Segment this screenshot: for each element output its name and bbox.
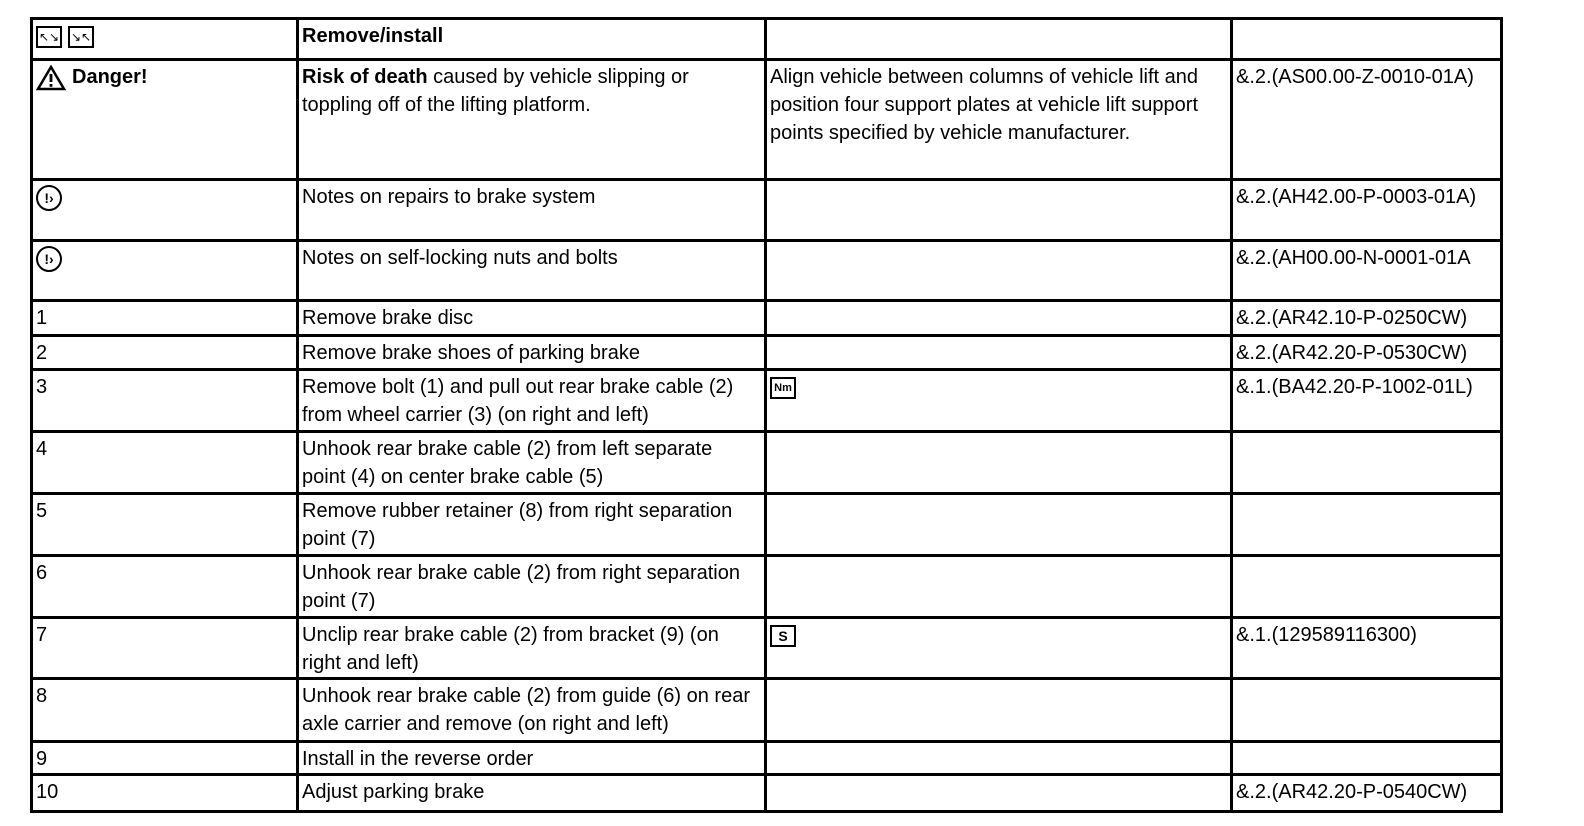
- step-number: 8: [32, 679, 298, 742]
- step-symbol-cell: [766, 336, 1232, 370]
- danger-ref-link[interactable]: &.2.(AS00.00-Z-0010-01A): [1232, 60, 1502, 180]
- step-symbol-cell: [766, 775, 1232, 812]
- header-row: [32, 19, 1502, 60]
- step-row: [32, 494, 1502, 556]
- step-text: Unhook rear brake cable (2) from guide (6) on rear axle carrier and remove (on right and left): [298, 679, 766, 742]
- collapse-arrows-icon[interactable]: ↘↖: [68, 26, 94, 48]
- step-row: [32, 432, 1502, 494]
- step-row: [32, 370, 1502, 432]
- step-row: [32, 618, 1502, 679]
- note-circle-icon: !›: [36, 185, 62, 211]
- step-ref: [1232, 432, 1502, 494]
- step-ref-link[interactable]: &.1.(BA42.20-P-1002-01L): [1232, 370, 1502, 432]
- note-col3: [766, 180, 1232, 241]
- step-row: [32, 301, 1502, 336]
- note-circle-icon: !›: [36, 246, 62, 272]
- step-ref: [1232, 494, 1502, 556]
- torque-nm-icon[interactable]: Nm: [770, 377, 796, 399]
- note-icon-cell: [32, 180, 298, 241]
- note-col3: [766, 241, 1232, 301]
- step-text: Unhook rear brake cable (2) from right separation point (7): [298, 556, 766, 618]
- step-symbol-cell: [766, 301, 1232, 336]
- step-ref: [1232, 679, 1502, 742]
- header-col4: [1232, 19, 1502, 60]
- step-text: Adjust parking brake: [298, 775, 766, 812]
- header-icons-cell: [32, 19, 298, 60]
- note-ref-link[interactable]: &.2.(AH00.00-N-0001-01A: [1232, 241, 1502, 301]
- step-text: Install in the reverse order: [298, 742, 766, 775]
- header-col3: [766, 19, 1232, 60]
- step-symbol-cell: [766, 370, 1232, 432]
- step-row: [32, 742, 1502, 775]
- step-symbol-cell: [766, 679, 1232, 742]
- danger-label: Danger!: [72, 66, 148, 88]
- step-text: Unclip rear brake cable (2) from bracket (9) (on right and left): [298, 618, 766, 679]
- step-text: Remove rubber retainer (8) from right separation point (7): [298, 494, 766, 556]
- step-row: [32, 336, 1502, 370]
- step-number: 3: [32, 370, 298, 432]
- risk-text: caused by vehicle slipping or toppling off of the lifting platform.: [302, 66, 689, 116]
- procedure-table: [30, 17, 1503, 813]
- risk-cell: [298, 60, 766, 180]
- note-icon-cell: [32, 241, 298, 301]
- step-ref-link[interactable]: &.1.(129589116300): [1232, 618, 1502, 679]
- note-text: Notes on self-locking nuts and bolts: [298, 241, 766, 301]
- step-symbol-cell: [766, 556, 1232, 618]
- step-number: 1: [32, 301, 298, 336]
- step-text: Remove brake shoes of parking brake: [298, 336, 766, 370]
- step-row: [32, 775, 1502, 812]
- step-symbol-cell: [766, 494, 1232, 556]
- step-number: 6: [32, 556, 298, 618]
- step-ref: [1232, 556, 1502, 618]
- note-row: [32, 180, 1502, 241]
- step-ref-link[interactable]: &.2.(AR42.10-P-0250CW): [1232, 301, 1502, 336]
- step-number: 10: [32, 775, 298, 812]
- special-tool-icon[interactable]: S: [770, 625, 796, 647]
- step-ref-link[interactable]: &.2.(AR42.20-P-0540CW): [1232, 775, 1502, 812]
- step-number: 7: [32, 618, 298, 679]
- step-number: 2: [32, 336, 298, 370]
- step-text: Remove bolt (1) and pull out rear brake cable (2) from wheel carrier (3) (on right and left): [298, 370, 766, 432]
- step-number: 9: [32, 742, 298, 775]
- step-number: 4: [32, 432, 298, 494]
- risk-bold-text: Risk of death: [302, 66, 428, 88]
- step-symbol-cell: [766, 432, 1232, 494]
- header-title: Remove/install: [298, 19, 766, 60]
- step-text: Unhook rear brake cable (2) from left separate point (4) on center brake cable (5): [298, 432, 766, 494]
- expand-arrows-icon[interactable]: ↖↘: [36, 26, 62, 48]
- step-symbol-cell: [766, 618, 1232, 679]
- step-symbol-cell: [766, 742, 1232, 775]
- step-ref-link[interactable]: &.2.(AR42.20-P-0530CW): [1232, 336, 1502, 370]
- step-row: [32, 556, 1502, 618]
- step-number: 5: [32, 494, 298, 556]
- danger-measure: Align vehicle between columns of vehicle lift and position four support plates at vehicle lift support points specified by vehicle manufacturer.: [766, 60, 1232, 180]
- step-text: Remove brake disc: [298, 301, 766, 336]
- note-row: [32, 241, 1502, 301]
- note-text: Notes on repairs to brake system: [298, 180, 766, 241]
- danger-row: [32, 60, 1502, 180]
- warning-triangle-icon: [36, 65, 66, 91]
- note-ref-link[interactable]: &.2.(AH42.00-P-0003-01A): [1232, 180, 1502, 241]
- danger-cell: [32, 60, 298, 180]
- step-ref: [1232, 742, 1502, 775]
- step-row: [32, 679, 1502, 742]
